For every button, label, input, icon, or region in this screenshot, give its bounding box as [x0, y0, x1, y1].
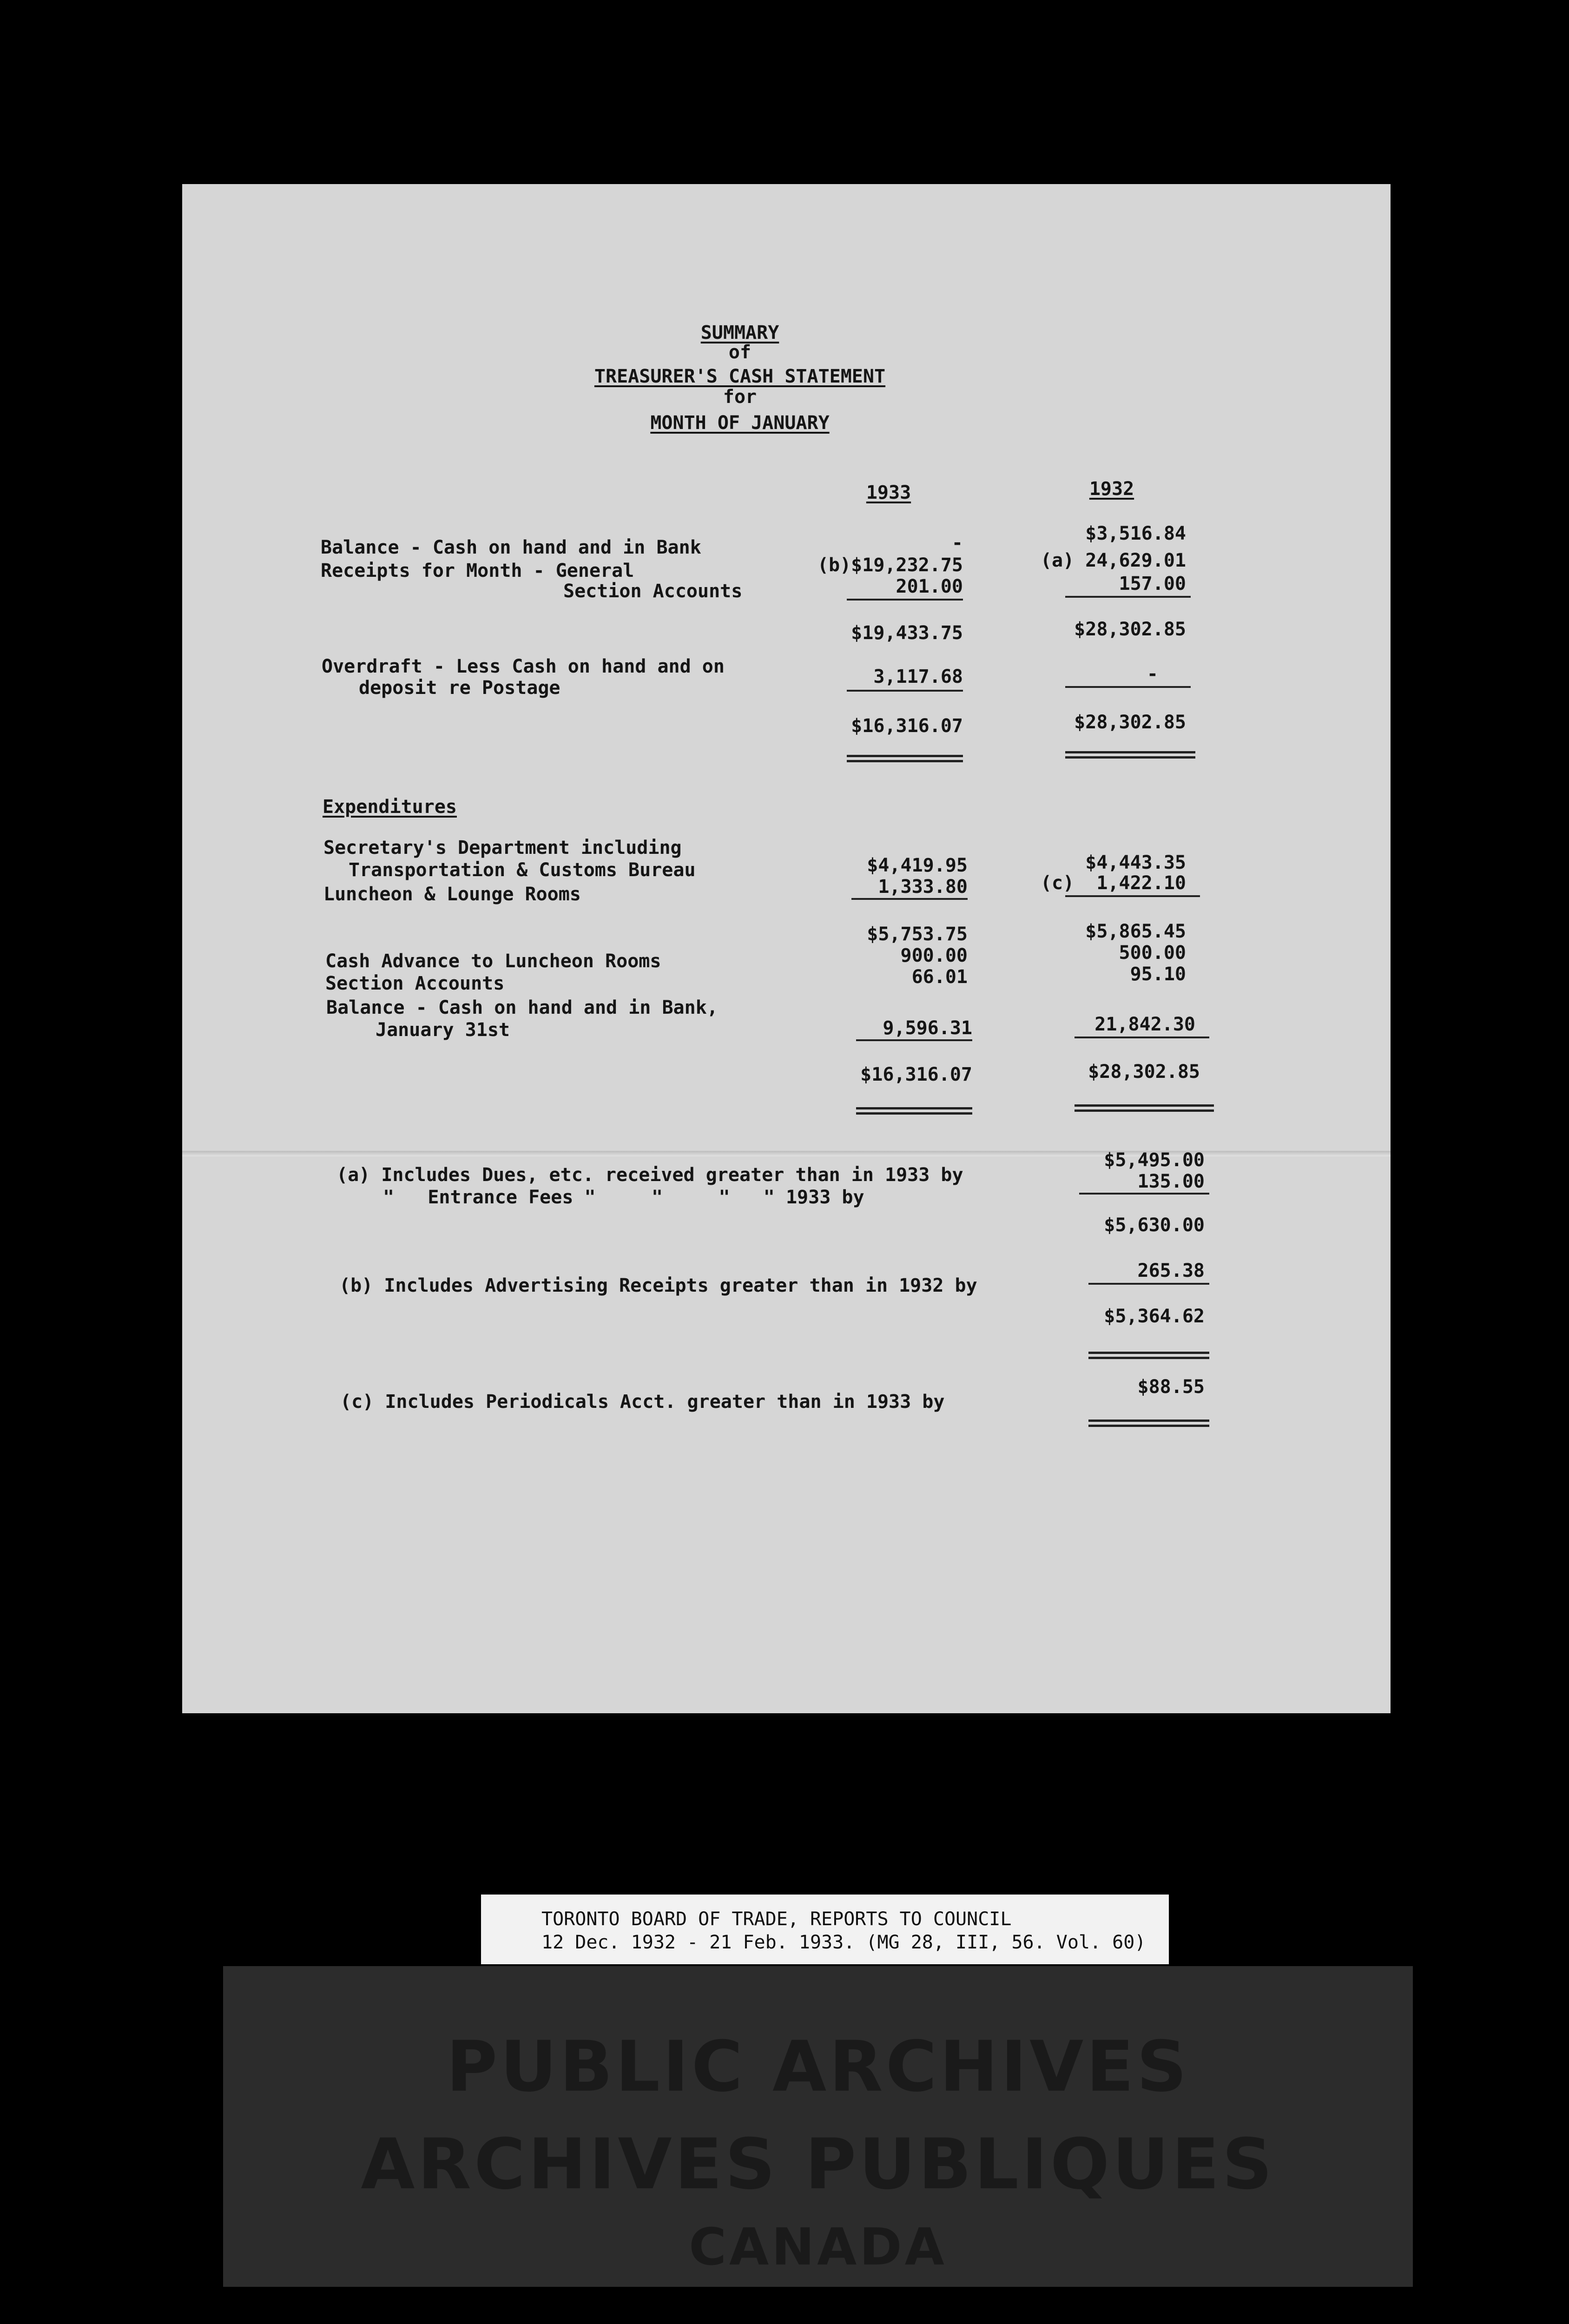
- expenditures-heading: Expenditures: [323, 796, 457, 818]
- luncheon-1933: 1,333.80: [878, 876, 968, 898]
- subtotal1-1932: $28,302.85: [1074, 619, 1186, 640]
- title-month: MONTH OF JANUARY: [650, 412, 830, 434]
- overdraft-1932: -: [1147, 663, 1158, 685]
- note-a-value-2: 135.00: [1137, 1171, 1205, 1192]
- note-b-total: $5,364.62: [1104, 1306, 1205, 1327]
- secretary-label-1: Secretary's Department including: [323, 837, 682, 858]
- double-rule-total1-1933: [847, 755, 963, 762]
- luncheon-label: Luncheon & Lounge Rooms: [323, 884, 581, 905]
- advance-1933: 900.00: [900, 945, 968, 966]
- column-1933: 1933: [866, 482, 911, 503]
- archive-label-card: [481, 1895, 1169, 1964]
- stamp-line-2: ARCHIVES PUBLIQUES: [361, 2124, 1275, 2205]
- public-archives-stamp: [223, 1966, 1413, 2287]
- receipts-general-1933: (b)$19,232.75: [817, 555, 963, 576]
- title-treasurer: TREASURER'S CASH STATEMENT: [594, 366, 886, 387]
- stamp-line-3: CANADA: [689, 2217, 947, 2277]
- note-b-line: (b) Includes Advertising Receipts greater than in 1932 by: [339, 1275, 977, 1296]
- note-a-total: $5,630.00: [1104, 1215, 1205, 1236]
- advance-1932: 500.00: [1119, 942, 1186, 964]
- rule-receipts-1932: [1065, 596, 1191, 598]
- rule-balance-1932: [1075, 1037, 1209, 1038]
- archive-label-line-2: 12 Dec. 1932 - 21 Feb. 1933. (MG 28, III, 56. Vol. 60): [541, 1932, 1146, 1953]
- balance-label-2: January 31st: [376, 1019, 510, 1041]
- document-page: [182, 184, 1391, 1713]
- rule-luncheon-1932: [1065, 895, 1200, 897]
- rule-receipts-1933: [847, 599, 963, 601]
- note-c-value: $88.55: [1137, 1376, 1205, 1398]
- title-for: for: [723, 386, 757, 408]
- receipts-general-label: Receipts for Month - General: [321, 560, 634, 581]
- balance-1933: 9,596.31: [883, 1017, 972, 1039]
- double-rule-exp-1933: [856, 1107, 972, 1115]
- luncheon-1932: (c) 1,422.10: [1040, 872, 1186, 894]
- secretary-1932: $4,443.35: [1085, 852, 1186, 873]
- total1-1933: $16,316.07: [851, 715, 963, 737]
- double-rule-note-b: [1088, 1352, 1209, 1359]
- receipts-section-label: Section Accounts: [563, 581, 743, 602]
- section-accounts-label: Section Accounts: [325, 973, 505, 994]
- double-rule-note-c: [1088, 1419, 1209, 1427]
- note-b-value: 265.38: [1137, 1260, 1205, 1281]
- exp-subtotal-1932: $5,865.45: [1085, 921, 1186, 942]
- overdraft-1933: 3,117.68: [873, 666, 963, 687]
- rule-luncheon-1933: [851, 898, 968, 900]
- double-rule-exp-1932: [1075, 1104, 1214, 1112]
- overdraft-label-1: Overdraft - Less Cash on hand and on: [322, 656, 725, 677]
- exp-total-1933: $16,316.07: [860, 1064, 972, 1085]
- receipts-balance-label: Balance - Cash on hand and in Bank: [321, 537, 701, 558]
- overdraft-label-2: deposit re Postage: [359, 677, 560, 699]
- balance-1932: 21,842.30: [1094, 1014, 1195, 1035]
- receipts-balance-1932: $3,516.84: [1085, 523, 1186, 544]
- note-a-value-1: $5,495.00: [1104, 1149, 1205, 1171]
- column-1932: 1932: [1089, 478, 1134, 500]
- rule-overdraft-1932: [1065, 686, 1191, 688]
- exp-total-1932: $28,302.85: [1088, 1061, 1200, 1083]
- subtotal1-1933: $19,433.75: [851, 622, 963, 644]
- receipts-section-1933: 201.00: [896, 576, 963, 597]
- total1-1932: $28,302.85: [1074, 712, 1186, 733]
- archive-label-line-1: TORONTO BOARD OF TRADE, REPORTS TO COUNCIL: [541, 1908, 1012, 1930]
- receipts-general-1932: (a) 24,629.01: [1040, 550, 1186, 571]
- title-summary: SUMMARY: [700, 322, 779, 343]
- rule-note-a: [1079, 1193, 1209, 1195]
- page-fold: [182, 1151, 1391, 1156]
- section-accounts-1932: 95.10: [1130, 964, 1186, 985]
- stamp-line-1: PUBLIC ARCHIVES: [446, 2027, 1190, 2107]
- note-a-line-2: " Entrance Fees " " " " 1933 by: [383, 1187, 864, 1208]
- double-rule-total1-1932: [1065, 751, 1195, 759]
- rule-note-b: [1088, 1283, 1209, 1285]
- note-a-line-1: (a) Includes Dues, etc. received greater than in 1933 by: [336, 1164, 963, 1186]
- balance-label-1: Balance - Cash on hand and in Bank,: [326, 997, 718, 1018]
- section-accounts-1933: 66.01: [911, 966, 968, 988]
- note-c-line: (c) Includes Periodicals Acct. greater than in 1933 by: [340, 1391, 945, 1413]
- secretary-label-2: Transportation & Customs Bureau: [349, 859, 696, 881]
- rule-overdraft-1933: [847, 690, 963, 692]
- secretary-1933: $4,419.95: [867, 855, 968, 876]
- exp-subtotal-1933: $5,753.75: [867, 924, 968, 945]
- title-of: of: [728, 342, 752, 363]
- receipts-section-1932: 157.00: [1119, 573, 1186, 594]
- receipts-balance-1933: -: [951, 532, 963, 554]
- rule-balance-1933: [856, 1039, 972, 1041]
- advance-label: Cash Advance to Luncheon Rooms: [325, 951, 661, 972]
